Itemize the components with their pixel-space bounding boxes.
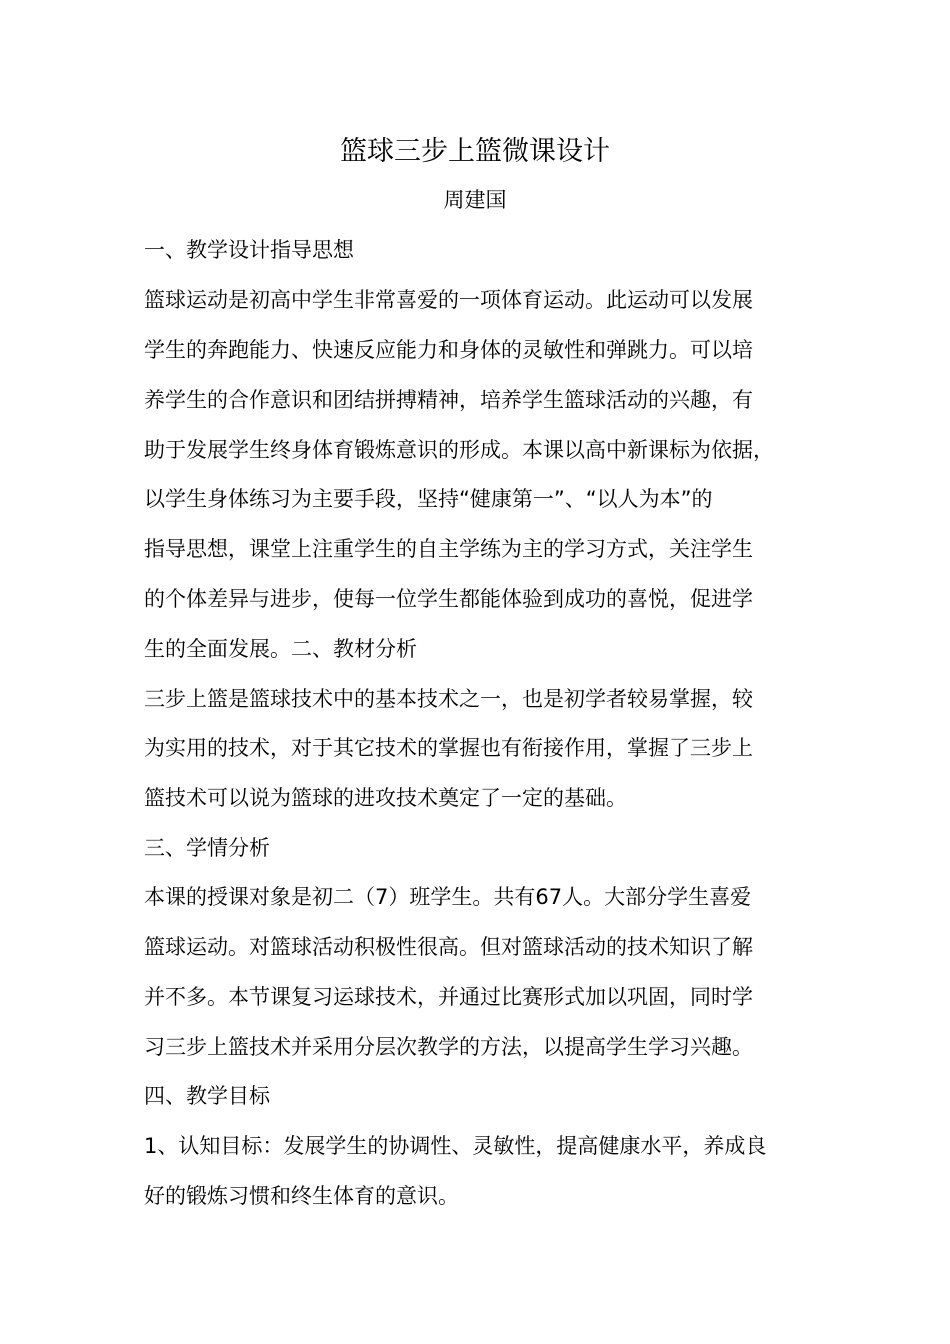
paragraph-line: 并不多。本节课复习运球技术，并通过比赛形式加以巩固，同时学 bbox=[144, 985, 753, 1009]
paragraph-line: 助于发展学生终身体育锻炼意识的形成。本课以高中新课标为依据， bbox=[144, 438, 774, 462]
paragraph-line: 习三步上篮技术并采用分层次教学的方法，以提高学生学习兴趣。 bbox=[144, 1035, 753, 1059]
document-title: 篮球三步上篮微课设计 bbox=[340, 136, 610, 167]
section-heading-4: 四、教学目标 bbox=[144, 1084, 270, 1108]
paragraph-line: 篮球运动是初高中学生非常喜爱的一项体育运动。此运动可以发展 bbox=[144, 288, 753, 312]
paragraph-line: 生的全面发展。二、教材分析 bbox=[144, 637, 417, 661]
paragraph-line: 学生的奔跑能力、快速反应能力和身体的灵敏性和弹跳力。可以培 bbox=[144, 338, 753, 362]
paragraph-line: 好的锻炼习惯和终生体育的意识。 bbox=[144, 1184, 459, 1208]
paragraph-line: 1、认知目标：发展学生的协调性、灵敏性，提高健康水平，养成良 bbox=[144, 1134, 767, 1158]
paragraph-line: 本课的授课对象是初二（7）班学生。共有67人。大部分学生喜爱 bbox=[144, 885, 752, 909]
paragraph-line: 养学生的合作意识和团结拼搏精神，培养学生篮球活动的兴趣，有 bbox=[144, 388, 753, 412]
paragraph-line: 以学生身体练习为主要手段，坚持“健康第一”、“以人为本”的 bbox=[144, 487, 713, 511]
paragraph-line: 为实用的技术，对于其它技术的掌握也有衔接作用，掌握了三步上 bbox=[144, 736, 753, 760]
document-author: 周建国 bbox=[443, 188, 507, 212]
paragraph-line: 指导思想，课堂上注重学生的自主学练为主的学习方式，关注学生 bbox=[144, 537, 753, 561]
paragraph-line: 篮技术可以说为篮球的进攻技术奠定了一定的基础。 bbox=[144, 786, 627, 810]
paragraph-line: 的个体差异与进步，使每一位学生都能体验到成功的喜悦，促进学 bbox=[144, 587, 753, 611]
paragraph-line: 三步上篮是篮球技术中的基本技术之一，也是初学者较易掌握，较 bbox=[144, 687, 753, 711]
paragraph-line: 篮球运动。对篮球活动积极性很高。但对篮球活动的技术知识了解 bbox=[144, 935, 753, 959]
section-heading-1: 一、教学设计指导思想 bbox=[144, 238, 354, 262]
section-heading-3: 三、学情分析 bbox=[144, 836, 270, 860]
